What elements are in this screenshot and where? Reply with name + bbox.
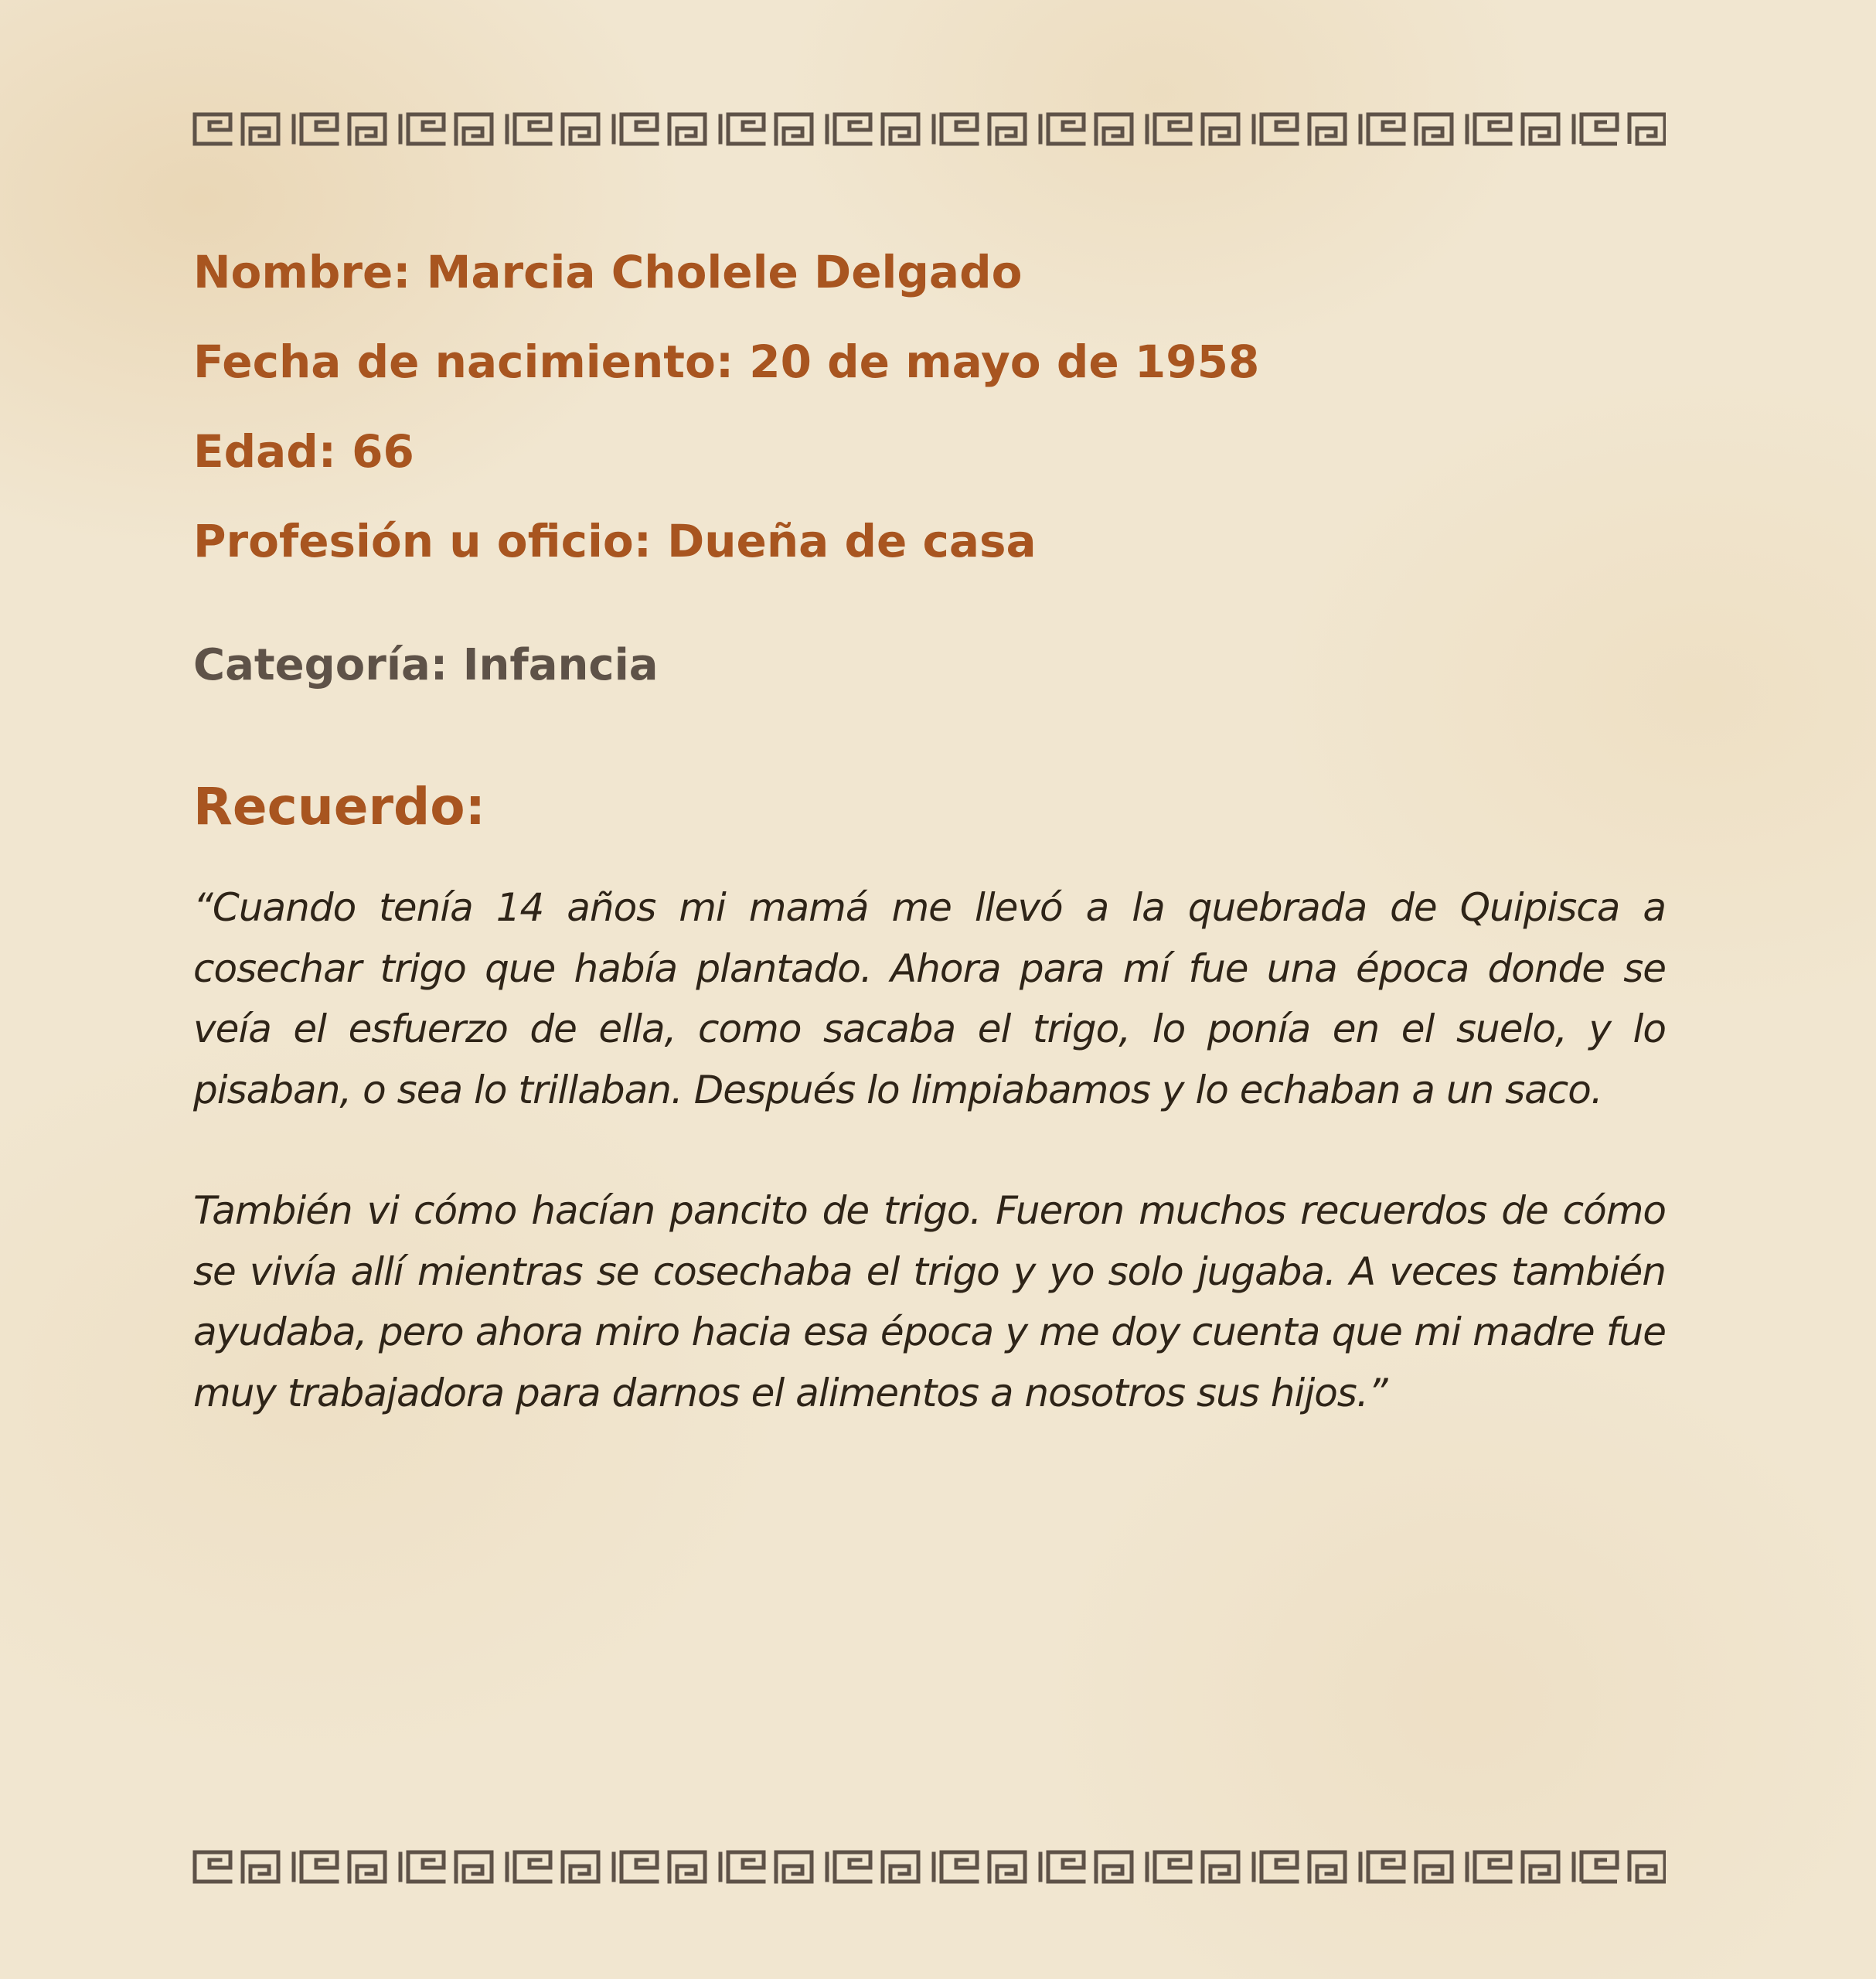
profile-birth-date: Fecha de nacimiento: 20 de mayo de 1958	[193, 336, 1260, 388]
memory-heading: Recuerdo:	[193, 777, 485, 836]
greek-key-border-top-icon	[192, 111, 1666, 147]
profile-info	[193, 227, 1670, 586]
profile-name: Nombre: Marcia Cholele Delgado	[193, 246, 1023, 298]
memory-paragraph: También vi cómo hacían pancito de trigo. Fueron muchos recuerdos de cómo se vivía allí mientras se cosechaba el trigo y yo solo jugaba. A veces también ayudaba, pero ahora miro hacia esa época y me doy cuenta que mi madre fue muy trabajadora para darnos el alimentos a nosotros sus hijos.”	[193, 1188, 1666, 1415]
greek-key-border-bottom-icon	[192, 1849, 1666, 1885]
category-label: Categoría: Infancia	[193, 640, 659, 690]
memory-paragraph: “Cuando tenía 14 años mi mamá me llevó a la quebrada de Quipisca a cosechar trigo que había plantado. Ahora para mí fue una época donde se veía el esfuerzo de ella, como sacaba el trigo, lo ponía en el suelo, y lo pisaban, o sea lo trillaban. Después lo limpiabamos y lo echaban a un saco.	[193, 885, 1666, 1112]
profile-age: Edad: 66	[193, 425, 414, 478]
profile-occupation: Profesión u oficio: Dueña de casa	[193, 515, 1037, 567]
